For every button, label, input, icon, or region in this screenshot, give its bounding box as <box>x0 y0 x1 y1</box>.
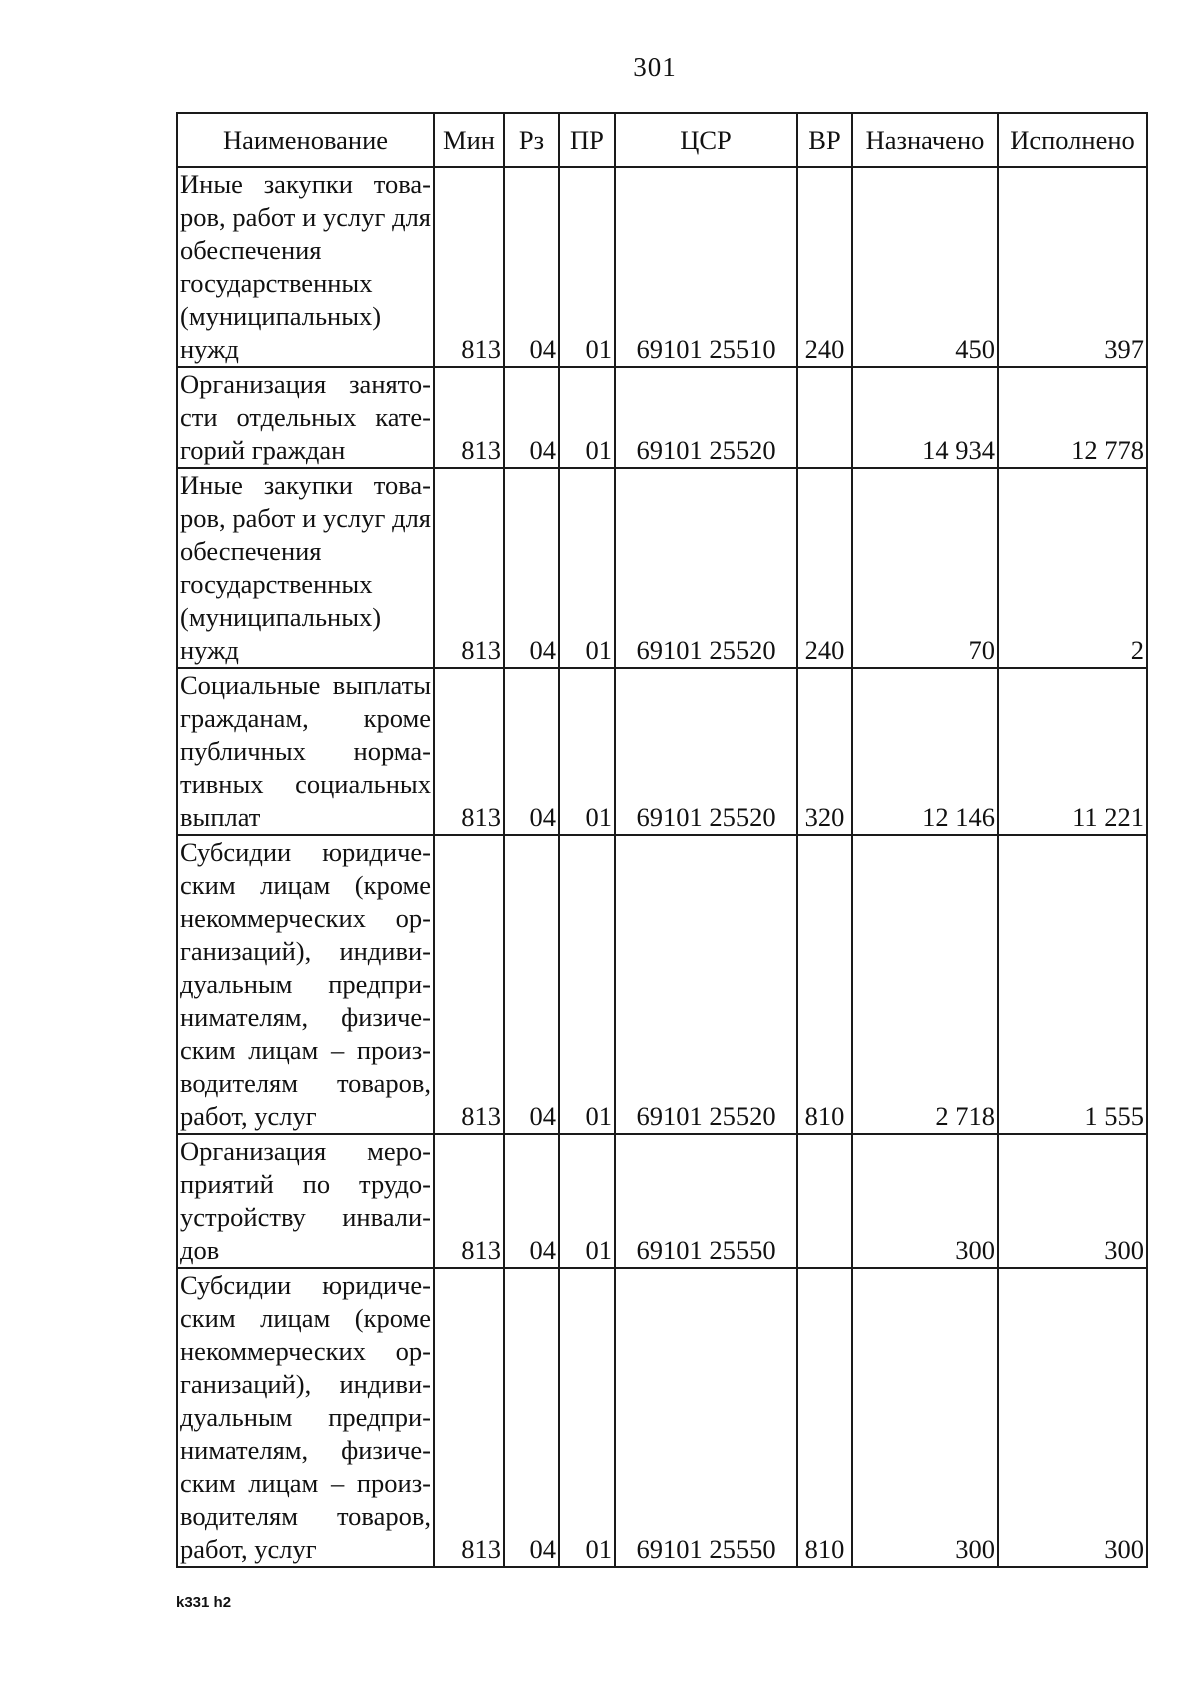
row-assigned: 14 934 <box>852 367 998 468</box>
row-vr: 810 <box>797 835 852 1134</box>
row-pr: 01 <box>559 1134 615 1268</box>
row-rz: 04 <box>504 668 559 835</box>
row-csr: 69101 25510 <box>615 167 797 367</box>
row-executed: 300 <box>998 1134 1147 1268</box>
row-vr: 320 <box>797 668 852 835</box>
table-row <box>177 668 1147 835</box>
header-row <box>177 113 1147 167</box>
row-pr: 01 <box>559 367 615 468</box>
row-rz: 04 <box>504 367 559 468</box>
row-name: Иные закупки товаров, работ и услуг для обеспечения государственных (муниципальных) нужд <box>177 167 434 367</box>
table-row <box>177 1268 1147 1567</box>
row-name: Социальные выплаты гражданам, кроме публичных нормативных социальных выплат <box>177 668 434 835</box>
row-executed: 397 <box>998 167 1147 367</box>
document-code: k331 h2 <box>176 1594 232 1611</box>
row-csr: 69101 25520 <box>615 468 797 668</box>
header-pr: ПР <box>559 113 615 167</box>
row-vr <box>797 367 852 468</box>
row-min: 813 <box>434 1134 504 1268</box>
row-rz: 04 <box>504 1134 559 1268</box>
row-vr: 240 <box>797 167 852 367</box>
row-pr: 01 <box>559 835 615 1134</box>
table-row <box>177 167 1147 367</box>
header-rz: Рз <box>504 113 559 167</box>
row-name: Субсидии юридическим лицам (кроме некоммерческих организаций), индивидуальным предпринимателям, физическим лицам – производителям товаров, работ, услуг <box>177 835 434 1134</box>
row-name: Субсидии юридическим лицам (кроме некоммерческих организаций), индивидуальным предпринимателям, физическим лицам – производителям товаров, работ, услуг <box>177 1268 434 1567</box>
header-vr: ВР <box>797 113 852 167</box>
page-number: 301 <box>633 52 677 82</box>
table-row <box>177 835 1147 1134</box>
row-vr: 240 <box>797 468 852 668</box>
row-min: 813 <box>434 1268 504 1567</box>
budget-table <box>176 112 1148 1568</box>
row-assigned: 450 <box>852 167 998 367</box>
row-assigned: 12 146 <box>852 668 998 835</box>
row-executed: 300 <box>998 1268 1147 1567</box>
row-csr: 69101 25550 <box>615 1134 797 1268</box>
row-csr: 69101 25520 <box>615 668 797 835</box>
row-pr: 01 <box>559 468 615 668</box>
row-min: 813 <box>434 468 504 668</box>
table-row <box>177 1134 1147 1268</box>
row-name: Организация занятости отдельных категорий граждан <box>177 367 434 468</box>
row-executed: 11 221 <box>998 668 1147 835</box>
row-min: 813 <box>434 367 504 468</box>
row-min: 813 <box>434 835 504 1134</box>
row-assigned: 70 <box>852 468 998 668</box>
row-name: Иные закупки товаров, работ и услуг для обеспечения государственных (муниципальных) нужд <box>177 468 434 668</box>
table-row <box>177 367 1147 468</box>
row-pr: 01 <box>559 1268 615 1567</box>
row-assigned: 300 <box>852 1268 998 1567</box>
row-executed: 2 <box>998 468 1147 668</box>
row-name: Организация мероприятий по трудоустройству инвалидов <box>177 1134 434 1268</box>
header-executed: Исполнено <box>998 113 1147 167</box>
row-executed: 12 778 <box>998 367 1147 468</box>
header-min: Мин <box>434 113 504 167</box>
table-row <box>177 468 1147 668</box>
row-csr: 69101 25520 <box>615 367 797 468</box>
row-rz: 04 <box>504 167 559 367</box>
row-pr: 01 <box>559 167 615 367</box>
row-executed: 1 555 <box>998 835 1147 1134</box>
header-assigned: Назначено <box>852 113 998 167</box>
header-name: Наименование <box>177 113 434 167</box>
row-assigned: 2 718 <box>852 835 998 1134</box>
row-rz: 04 <box>504 835 559 1134</box>
header-csr: ЦСР <box>615 113 797 167</box>
row-assigned: 300 <box>852 1134 998 1268</box>
row-csr: 69101 25520 <box>615 835 797 1134</box>
row-min: 813 <box>434 167 504 367</box>
row-vr: 810 <box>797 1268 852 1567</box>
row-vr <box>797 1134 852 1268</box>
row-rz: 04 <box>504 1268 559 1567</box>
row-csr: 69101 25550 <box>615 1268 797 1567</box>
row-rz: 04 <box>504 468 559 668</box>
row-pr: 01 <box>559 668 615 835</box>
row-min: 813 <box>434 668 504 835</box>
